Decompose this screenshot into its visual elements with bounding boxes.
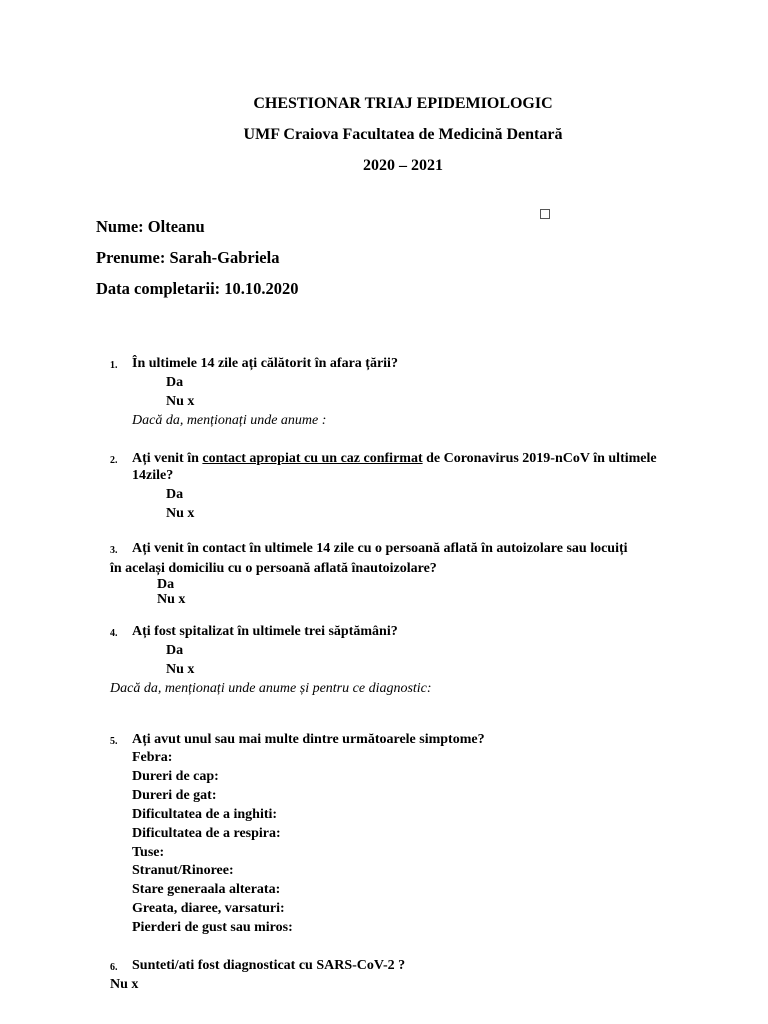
question-2-text-line2: 14zile?: [132, 468, 174, 483]
symptom-item: Tuse:: [132, 845, 165, 860]
checkbox[interactable]: [540, 209, 550, 219]
symptom-item: Dificultatea de a respira:: [132, 826, 281, 841]
question-4-option-nu: Nu x: [166, 662, 195, 677]
question-3-option-da: Da: [157, 577, 175, 592]
question-6-option-nu: Nu x: [110, 977, 139, 992]
symptom-item: Greata, diaree, varsaturi:: [132, 901, 285, 916]
question-4-text: Ați fost spitalizat în ultimele trei săptămâni?: [132, 624, 398, 639]
question-2-text-pre: Ați venit în: [132, 451, 203, 466]
document-title: CHESTIONAR TRIAJ EPIDEMIOLOGIC: [253, 95, 553, 112]
question-2-text-post: de Coronavirus 2019-nCoV în ultimele: [422, 451, 657, 466]
symptom-item: Pierderi de gust sau miros:: [132, 920, 293, 935]
question-2-option-nu: Nu x: [166, 506, 195, 521]
field-prenume: Prenume: Sarah-Gabriela: [96, 248, 280, 267]
question-3-number: 3.: [110, 545, 118, 556]
symptom-item: Stranut/Rinoree:: [132, 863, 234, 878]
question-1-note: Dacă da, menționați unde anume :: [132, 413, 327, 428]
question-6-number: 6.: [110, 962, 118, 973]
question-4-option-da: Da: [166, 643, 184, 658]
question-4-note: Dacă da, menționați unde anume și pentru ce diagnostic:: [110, 681, 432, 696]
symptom-item: Dureri de gat:: [132, 788, 217, 803]
symptom-item: Febra:: [132, 750, 173, 765]
question-1-number: 1.: [110, 360, 118, 371]
question-4-number: 4.: [110, 628, 118, 639]
question-3-text: Ați venit în contact în ultimele 14 zile cu o persoană aflată în autoizolare sau locuiți: [132, 541, 628, 556]
question-1-option-da: Da: [166, 375, 184, 390]
academic-year: 2020 – 2021: [363, 157, 443, 174]
question-2-text-underlined: contact apropiat cu un caz confirmat: [202, 451, 423, 466]
question-2-option-da: Da: [166, 487, 184, 502]
field-nume: Nume: Olteanu: [96, 217, 205, 236]
institution-name: UMF Craiova Facultatea de Medicină Dentară: [243, 126, 563, 143]
symptom-item: Dureri de cap:: [132, 769, 219, 784]
question-1-text: În ultimele 14 zile ați călătorit în afara țării?: [132, 356, 398, 371]
question-3-option-nu: Nu x: [157, 592, 186, 607]
question-2-text: [132, 451, 657, 467]
question-6-text: Sunteti/ati fost diagnosticat cu SARS-CoV-2 ?: [132, 958, 406, 973]
symptom-item: Dificultatea de a inghiti:: [132, 807, 278, 822]
question-2-number: 2.: [110, 455, 118, 466]
field-data-completarii: Data completarii: 10.10.2020: [96, 279, 299, 298]
question-5-number: 5.: [110, 736, 118, 747]
question-5-text: Ați avut unul sau mai multe dintre următoarele simptome?: [132, 732, 485, 747]
symptom-item: Stare generaala alterata:: [132, 882, 281, 897]
question-3-text-line2: în același domiciliu cu o persoană aflată înautoizolare?: [110, 561, 437, 576]
question-1-option-nu: Nu x: [166, 394, 195, 409]
